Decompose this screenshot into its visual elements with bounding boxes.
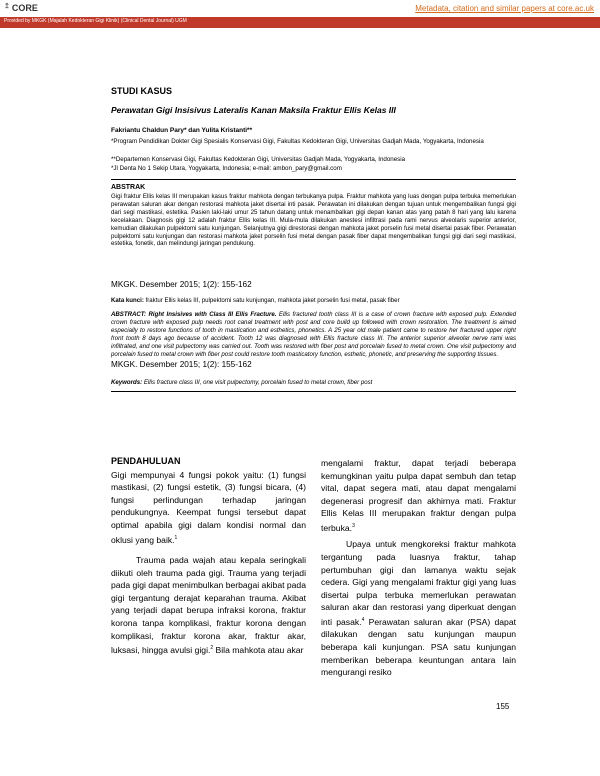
left-p2-tail: Bila mahkota atau akar [213,645,304,656]
left-paragraph-2 [111,554,306,657]
article-title: Perawatan Gigi Insisivus Lateralis Kanan Maksila Fraktur Ellis Kelas III [111,105,396,115]
keywords-label: Keywords: [111,379,143,386]
right-p2-tail: Perawatan saluran akar (PSA) dapat dilakukan dengan satu kunjungan maupun beberapa kali kunjungan. PSA satu kunjungan memberikan beberapa keuntungan antara lain mengurangi resiko [321,616,516,678]
core-logo-icon: ↥ [4,2,10,10]
kata-kunci-label: Kata kunci: [111,297,144,304]
provided-by-text[interactable]: Provided by MKGK (Majalah Kedokteran Gigi Klinik) (Clinical Dental Journal) UGM [4,18,187,24]
divider-bottom [111,391,516,392]
abstract-text [111,311,516,358]
core-header-bar [0,0,600,17]
core-logo[interactable] [4,3,38,13]
keywords-text: Ellis fracture class III, one visit pulpectomy, porcelain fused to metal crown, fiber post [143,379,373,386]
left-p2-ref: 2 [210,645,214,652]
abstract-title: Right Insisives with Class III Ellis Fracture. [148,311,277,318]
affiliation-3: *Jl Denta No 1 Sekip Utara, Yogyakarta, Indonesia; e-mail: ambon_pary@gmail.com [111,165,342,172]
abstract-body: Ellis fractured tooth class III is a case of crown fracture with exposed pulp. Extended crown fracture with exposed pulp needs root canal treatment with post and core build up followed with crown restoration. The treatment is aimed especially to restore functions of tooth in mastication and esthetics, phonetics. A 25 year old male patient came to restore her fractured upper right front tooth 8 days ago because of accident. Tooth 12 was diagnosed with Ellis fracture class III. The anterior superior alveolar nerve rami was infiltrated, and one visit pulpectomy was carried out. Tooth was restored with fiber post and porcelain fused to metal crown. One visit pulpectomy and porcelain fused to metal crown with fiber post could restore tooth masticatory function, esthetic, phonetic, and preserving the supporting tissues. [111,311,516,358]
core-logo-text: CORE [11,3,38,13]
left-p1-ref: 1 [174,534,178,541]
citation-1: MKGK. Desember 2015; 1(2): 155-162 [111,280,252,289]
left-paragraph-1 [111,469,306,546]
right-p2-text: Upaya untuk mengkoreksi fraktur mahkota tergantung pada luasnya fraktur, tahap pertumbuhan gigi dan lamanya waktu sejak cedera. Gigi yang mengalami fraktur gigi yang luas disertai pulpa terbuka memerlukan perawatan saluran akar dan restorasi yang diperkuat dengan inti pasak. [321,539,516,627]
citation-2: MKGK. Desember 2015; 1(2): 155-162 [111,360,252,369]
provided-by-bar [0,17,600,28]
affiliation-2: **Departemen Konservasi Gigi, Fakultas Kedokteran Gigi, Universitas Gadjah Mada, Yogyakarta, Indonesia [111,156,406,163]
body-right-column [321,457,516,679]
kata-kunci-text: fraktur Ellis kelas III, pulpektomi satu kunjungan, mahkota jaket porselin fusi metal, pasak fiber [145,297,400,304]
body-left-column [111,455,306,657]
left-p1-text: Gigi mempunyai 4 fungsi pokok yaitu: (1) fungsi mastikasi, (2) fungsi estetik, (3) fungsi bicara, (4) fungsi perlindungan terhadap jaringan pendukungnya. Keempat fungsi tersebut dapat optimal apabila gigi dalam kondisi normal dan oklusi yang baik. [111,469,306,545]
abstrak-heading: ABSTRAK [111,184,146,191]
section-label: STUDI KASUS [111,86,173,96]
kata-kunci [111,297,516,304]
right-paragraph-2 [321,538,516,678]
right-paragraph-1 [321,457,516,534]
page-number: 155 [496,702,510,711]
core-metadata-link[interactable]: Metadata, citation and similar papers at core.ac.uk [415,4,594,13]
right-p1-text: mengalami fraktur, dapat terjadi beberapa kemungkinan yaitu pulpa dapat sembuh dan tetap vital, dapat segera mati, atau dapat mengalami degenerasi progresif dan akhirnya mati. Fraktur Ellis Kelas III merupakan fraktur dengan pulpa terbuka. [321,458,516,533]
right-p1-ref: 3 [352,522,355,529]
abstract-label: ABSTRACT: [111,311,147,318]
left-p2-text: Trauma pada wajah atau kepala seringkali diikuti oleh trauma pada gigi. Trauma yang terjadi pada gigi dapat menimbulkan berbagai akibat pada gigi tergantung derajat keparahan trauma. Akibat yang terjadi dapat berupa infraksi korona, fraktur korona tanpa komplikasi, fraktur korona dengan komplikasi, fraktur korona akar, fraktur akar, luksasi, hingga avulsi gigi. [111,555,306,656]
pendahuluan-heading: PENDAHULUAN [111,456,181,466]
keywords [111,379,516,386]
abstrak-text: Gigi fraktur Ellis kelas III merupakan kasus fraktur mahkota dengan terbukanya pulpa. Fraktur mahkota yang luas dengan pulpa terbuka memerlukan perawatan saluran akar dengan restorasi mahkota jaket disertai inti pasak. Perawatan ini dilakukan dengan tujuan untuk mengembalikan fungsi gigi dari segi mastikasi, estetika. Pasien laki-laki umur 25 tahun datang untuk menambalkan gigi depan kanan atas yang patah 8 hari yang lalu karena kecelakaan. Diagnosis gigi 12 adalah fraktur Ellis kelas III. Mula-mula dilakukan anestesi infiltrasi pada rami nervus alveolaris superior anterior, kemudian dilakukan pulpektomi satu kunjungan. Selanjutnya gigi direstorasi dengan mahkota jaket porselin fusi metal disertai pasak fiber. Perawatan pulpektomi satu kunjungan dan restorasi mahkota jaket porselin fusi metal dengan pasak fiber dapat mengembalikan fungsi gigi dari segi mastikasi, estetika, fonetik, dan melindungi jaringan pendukung. [111,193,516,248]
right-p2-ref: 4 [361,616,365,623]
affiliation-1: *Program Pendidikan Dokter Gigi Spesialis Konservasi Gigi, Fakultas Kedokteran Gigi, Universitas Gadjah Mada, Yogyakarta, Indonesia [111,138,484,145]
divider-top [111,179,516,180]
article-authors: Fakriantu Chaldun Pary* dan Yulita Kristanti** [111,127,253,134]
